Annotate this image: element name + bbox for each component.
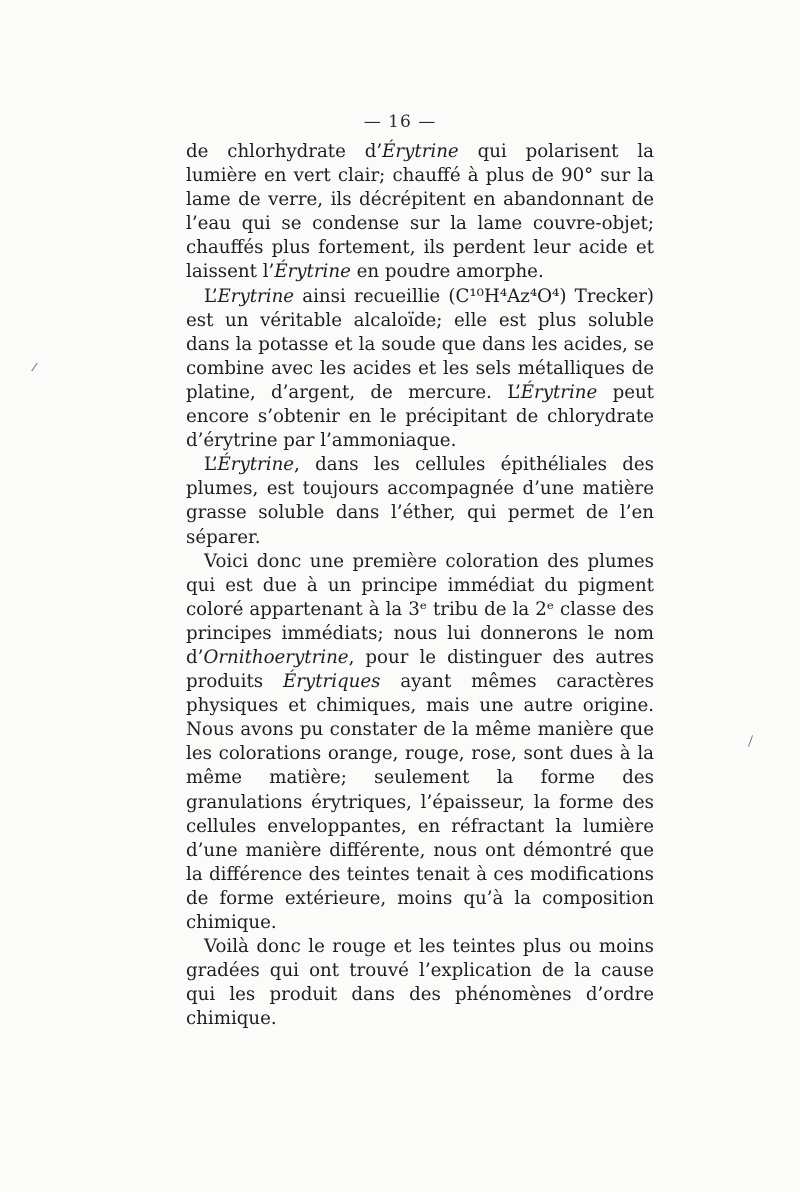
text-segment: qui polarisent la lumière en vert clair; chauffé à plus de 90° sur la lame de verre, ils décrépitent en abandonnant de l’eau qui se condense sur la lame couvre-objet; chauffés plus fortement, ils perdent leur acide et laissent l’ [186,141,654,283]
margin-mark [31,363,38,372]
text-segment: , pour le distinguer des autres produits [186,646,654,693]
text-segment: en poudre amorphe. [350,261,544,283]
paragraph-cellules-epitheliales [186,453,654,549]
italic-term: Érytrine [274,261,351,283]
text-segment: L’ [204,285,218,307]
text-segment: ayant mêmes caractères physiques et chimiques, mais une autre origine. Nous avons pu constater de la même manière que les colorations orange, rouge, rose, sont dues à la même matière; seulement la forme des granulations érytriques, l’épaisseur, la forme des cellules enveloppantes, en réfractant la lumière d’une manière différente, nous ont démontré que la différence des teintes tenait à ces modifications de forme extérieure, moins qu’à la composition chimique. [186,671,654,933]
text-segment: de chlorhydrate d’ [186,141,383,162]
italic-term: Érytrine [382,141,459,162]
page-number: — 16 — [363,112,437,132]
margin-mark [748,735,753,747]
text-segment: L’ [204,454,218,476]
text-segment: ainsi recueillie (C¹⁰H⁴Az⁴O⁴) Trecker) est un véritable alcaloïde; elle est plus soluble dans la potasse et la soude que dans les acides, se combine avec les acides et les sels métalliques de platine, d’argent, de mercure. L’ [186,285,654,403]
paragraph-erytrine-recueillie [186,285,654,454]
body-text [186,140,654,1031]
paragraph-premiere-coloration [186,550,654,936]
italic-term: Érytrine [217,454,295,476]
text-segment: Voilà donc le rouge et les teintes plus ou moins gradées qui ont trouvé l’explication de la cause qui les produit dans des phénomènes d’ordre chimique. [186,936,654,1030]
italic-term: Erytrine [217,285,295,307]
italic-term: Érytriques [282,671,381,693]
italic-term: Érytrine [520,381,598,403]
text-segment: Voici donc une première coloration des plumes qui est due à un principe immédiat du pigment coloré appartenant à la 3ᵉ tribu de la 2ᵉ classe des principes immédiats; nous lui donnerons le nom d’ [186,550,654,668]
paragraph-chlorhydrate [186,140,654,285]
italic-term: Ornithoerytrine [203,646,349,668]
text-segment: , dans les cellules épithéliales des plumes, est toujours accompagnée d’une matière grasse soluble dans l’éther, qui permet de l’en séparer. [186,454,654,548]
paragraph-conclusion [186,935,654,1031]
text-segment: peut encore s’obtenir en le précipitant de chlorydrate d’érytrine par l’ammoniaque. [186,381,654,452]
